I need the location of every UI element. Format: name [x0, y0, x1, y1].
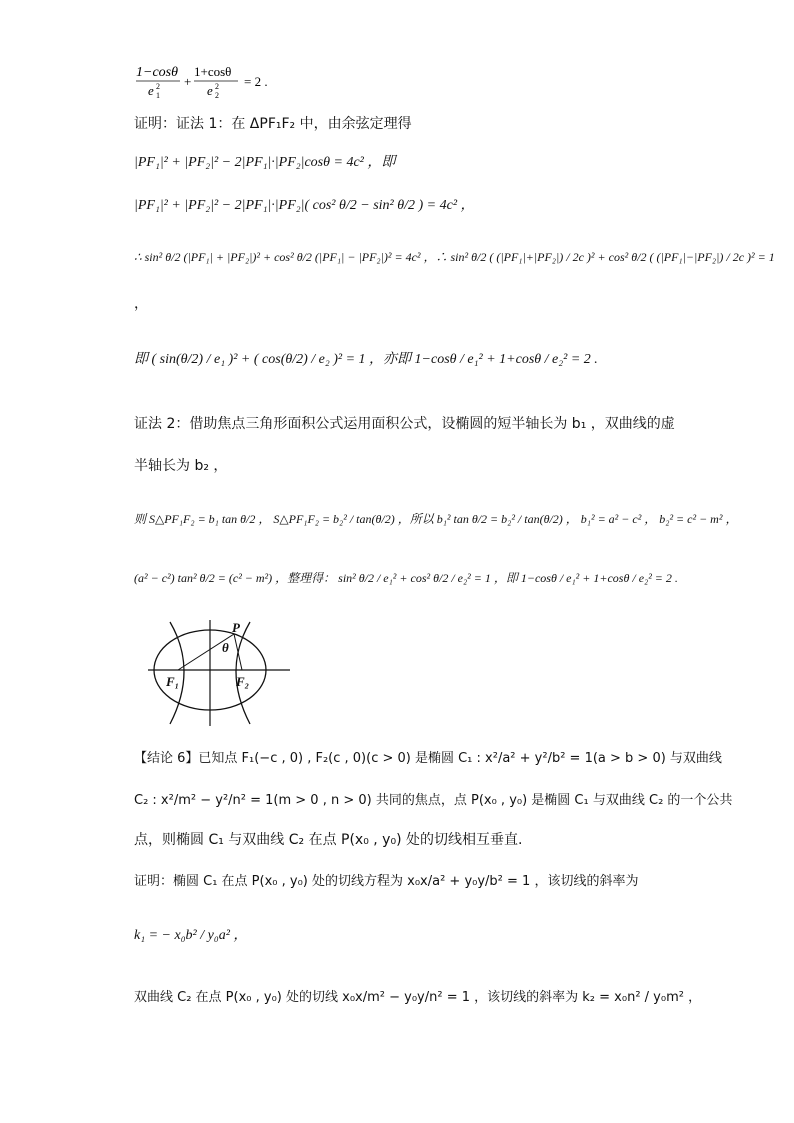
svg-text:1−cosθ: 1−cosθ: [136, 65, 178, 80]
conclusion-6-line-3: [134, 832, 522, 849]
formula-line-10-text: 则 S△PF₁F₂ = b₁ tan θ/2 ， S△PF₁F₂ = b₂² / tan(θ/2) ，所以 b₁² tan θ/2 = b₂² / tan(θ/2) ， b₁² = a² − c² ， b₂² = c² − m² ，: [134, 512, 738, 526]
formula-line-1: [134, 62, 294, 105]
hyperbola-left-branch: [170, 622, 184, 724]
svg-text:e: e: [207, 83, 213, 98]
formula-line-7-text: 即 ( sin(θ/2) / e₁ )² + ( cos(θ/2) / e₂ )² = 1 ，亦即 1−cosθ / e₁² + 1+cosθ / e₂² = 2 .: [134, 352, 598, 367]
formula-line-7: [134, 352, 598, 369]
svg-text:1+cosθ: 1+cosθ: [194, 64, 232, 79]
proof-1-intro-text: 证明：证法 1：在 ΔPF₁F₂ 中，由余弦定理得: [134, 116, 412, 132]
slope-k1-text: k₁ = − x₀b² / y₀a² ，: [134, 928, 248, 943]
label-f2: F₂: [236, 674, 250, 689]
proof-2-intro-text: 证法 2：借助焦点三角形面积公式运用面积公式，设椭圆的短半轴长为 b₁ ，双曲线的虚: [134, 416, 675, 432]
conclusion-6-line-1-text: 【结论 6】已知点 F₁(−c , 0) , F₂(c , 0)(c > 0) 是椭圆 C₁ : x²/a² + y²/b² = 1(a > b > 0) 与双曲线: [134, 751, 722, 766]
label-f1: F₁: [166, 674, 180, 689]
svg-text:+: +: [184, 74, 192, 89]
formula-line-5-text: ∴ sin² θ/2 (|PF₁| + |PF₂|)² + cos² θ/2 (|PF₁| − |PF₂|)² = 4c² ，∴ sin² θ/2 ( (|PF₁|+|PF₂|) / 2c )² + cos² θ/2 ( (|PF₁|−|PF₂|) / 2c )² = 1: [134, 250, 775, 264]
slope-k1-line: [134, 928, 247, 945]
svg-text:= 2 .: = 2 .: [244, 74, 268, 89]
svg-text:1: 1: [156, 91, 160, 100]
formula-line-3: [134, 155, 395, 172]
proof-c6-line-2: [134, 990, 701, 1006]
svg-text:2: 2: [156, 82, 160, 91]
formula-line-11-text: (a² − c²) tan² θ/2 = (c² − m²) ，整理得： sin² θ/2 / e₁² + cos² θ/2 / e₂² = 1 ，即 1−cosθ / e₁² + 1+cosθ / e₂² = 2 .: [134, 571, 678, 585]
label-theta: θ: [222, 640, 229, 655]
proof-c6-line-2-text: 双曲线 C₂ 在点 P(x₀ , y₀) 处的切线 x₀x/m² − y₀y/n² = 1 ，该切线的斜率为 k₂ = x₀n² / y₀m² ，: [134, 990, 702, 1005]
conclusion-6-line-2-text: C₂ : x²/m² − y²/n² = 1(m > 0 , n > 0) 共同的焦点，点 P(x₀ , y₀) 是椭圆 C₁ 与双曲线 C₂ 的一个公共: [134, 793, 733, 808]
ellipse-hyperbola-figure: [148, 620, 290, 726]
comma-line-text: ，: [134, 296, 148, 312]
hyperbola-right-branch: [236, 622, 250, 724]
proof-c6-line-1: [134, 874, 638, 890]
proof-c6-line-1-text: 证明：椭圆 C₁ 在点 P(x₀ , y₀) 处的切线方程为 x₀x/a² + y₀y/b² = 1 ，该切线的斜率为: [134, 874, 639, 889]
svg-text:e: e: [148, 83, 154, 98]
formula-line-3-text: |PF₁|² + |PF₂|² − 2|PF₁|·|PF₂|cosθ = 4c² ，即: [134, 155, 396, 170]
formula-line-5: [134, 250, 775, 264]
formula-line-10: [134, 512, 737, 526]
formula-line-4-text: |PF₁|² + |PF₂|² − 2|PF₁|·|PF₂|( cos² θ/2 − sin² θ/2 ) = 4c² ，: [134, 198, 475, 213]
line-pf2: [234, 634, 242, 670]
conclusion-6-line-3-text: 点，则椭圆 C₁ 与双曲线 C₂ 在点 P(x₀ , y₀) 处的切线相互垂直.: [134, 832, 523, 848]
formula-line-11: [134, 571, 678, 585]
conclusion-6-line-2: [134, 793, 732, 809]
fraction-identity: [134, 62, 294, 100]
label-p: P: [232, 620, 240, 635]
proof-2-intro-cont: [134, 458, 227, 475]
formula-line-4: [134, 198, 475, 215]
svg-text:2: 2: [215, 82, 219, 91]
proof-1-intro: [134, 116, 412, 133]
svg-text:2: 2: [215, 91, 219, 100]
comma-line: [134, 296, 148, 313]
proof-2-intro: [134, 416, 675, 433]
conclusion-6-line-1: [134, 751, 722, 767]
proof-2-intro-cont-text: 半轴长为 b₂ ，: [134, 458, 228, 474]
